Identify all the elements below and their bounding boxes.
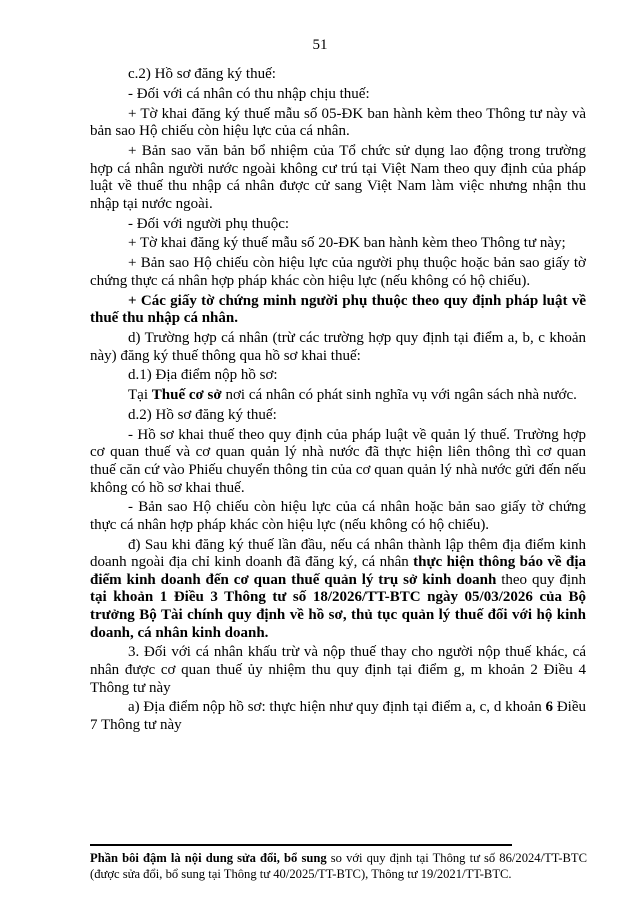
paragraph bbox=[90, 537, 586, 643]
paragraph bbox=[90, 66, 586, 84]
text-run: - Đối với người phụ thuộc: bbox=[128, 215, 290, 232]
text-run: + Bản sao văn bản bổ nhiệm của Tổ chức sử dụng lao động trong trường hợp cá nhân người nước ngoài không cư trú tại Việt Nam theo quy định của pháp luật về thuế thu nhập cá nhân được cử sang Việt Nam làm việc nhưng nhận thu nhập tại nước ngoài. bbox=[90, 143, 586, 212]
paragraph bbox=[90, 293, 586, 328]
text-run: 3. Đối với cá nhân khấu trừ và nộp thuế thay cho người nộp thuế khác, cá nhân được cơ quan thuế ủy nhiệm thu quy định tại điểm g, m khoản 2 Điều 4 Thông tư này bbox=[90, 644, 586, 696]
text-run: - Hồ sơ khai thuế theo quy định của pháp luật về quản lý thuế. Trường hợp cơ quan thuế và cơ quan quản lý nhà nước đã thực hiện liên thông thì cơ quan thuế căn cứ vào Phiếu chuyển thông tin của cơ quan quản lý nhà nước gửi đến nếu không có hồ sơ khai thuế. bbox=[90, 426, 586, 496]
text-run: so với quy định tại Thông tư số 86/2024/TT-BTC (được sửa đổi, bổ sung tại Thông tư 40/2025/TT-BTC), Thông tư 19/2021/TT-BTC. bbox=[90, 851, 587, 881]
paragraph bbox=[90, 699, 586, 734]
footnote-separator-rule bbox=[90, 844, 512, 846]
text-run: + Tờ khai đăng ký thuế mẫu số 05-ĐK ban hành kèm theo Thông tư này và bản sao Hộ chiếu còn hiệu lực của cá nhân. bbox=[90, 105, 586, 140]
text-run: - Bản sao Hộ chiếu còn hiệu lực của cá nhân hoặc bản sao giấy tờ chứng thực cá nhân hợp pháp khác còn hiệu lực (nếu không có hộ chiếu). bbox=[90, 499, 586, 533]
paragraph bbox=[90, 330, 586, 365]
paragraph bbox=[90, 427, 586, 497]
text-run: Điều 7 Thông tư này bbox=[90, 699, 586, 733]
text-run: Tại bbox=[128, 387, 152, 404]
paragraph bbox=[90, 255, 586, 290]
text-run: d.2) Hồ sơ đăng ký thuế: bbox=[128, 406, 277, 423]
paragraph bbox=[90, 235, 586, 253]
text-run: - Đối với cá nhân có thu nhập chịu thuế: bbox=[128, 85, 370, 102]
paragraph bbox=[90, 407, 586, 425]
text-run: + Bản sao Hộ chiếu còn hiệu lực của người phụ thuộc hoặc bản sao giấy tờ chứng thực cá nhân hợp pháp khác còn hiệu lực (nếu không có hộ chiếu). bbox=[90, 255, 586, 289]
paragraph bbox=[90, 387, 586, 405]
bold-text-run: thực hiện thông báo về địa điểm kinh doanh đến cơ quan thuế quản lý trụ sở kinh doanh bbox=[90, 554, 586, 588]
paragraph bbox=[90, 86, 586, 104]
footnote-area bbox=[90, 844, 587, 882]
text-run: d) Trường hợp cá nhân (trừ các trường hợp quy định tại điểm a, b, c khoản này) đăng ký thuế thông qua hồ sơ khai thuế: bbox=[90, 330, 586, 364]
document-body bbox=[90, 64, 586, 737]
bold-text-run: tại khoản 1 Điều 3 Thông tư số 18/2026/TT-BTC ngày 05/03/2026 của Bộ trưởng Bộ Tài chính quy định về hồ sơ, thủ tục quản lý thuế đối với hộ kinh doanh, cá nhân kinh doanh. bbox=[90, 589, 586, 641]
page-number: 51 bbox=[312, 37, 328, 53]
paragraph bbox=[90, 367, 586, 385]
bold-text-run: + Các giấy tờ chứng minh người phụ thuộc theo quy định pháp luật về thuế thu nhập cá nhân. bbox=[90, 292, 586, 327]
paragraph bbox=[90, 499, 586, 534]
paragraph bbox=[90, 216, 586, 234]
text-run: d.1) Địa điểm nộp hồ sơ: bbox=[128, 367, 278, 384]
paragraph bbox=[90, 143, 586, 213]
bold-text-run: Phần bôi đậm là nội dung sửa đổi, bổ sung bbox=[90, 851, 327, 865]
text-run: theo quy định bbox=[496, 571, 586, 588]
text-run: c.2) Hồ sơ đăng ký thuế: bbox=[128, 66, 276, 83]
text-run: đ) Sau khi đăng ký thuế lần đầu, nếu cá nhân thành lập thêm địa điểm kinh doanh ngoài địa chỉ kinh doanh đã đăng ký, cá nhân bbox=[90, 536, 586, 571]
text-run: nơi cá nhân có phát sinh nghĩa vụ với ngân sách nhà nước. bbox=[221, 387, 577, 404]
paragraph bbox=[90, 106, 586, 141]
bold-text-run: Thuế cơ sở bbox=[151, 387, 222, 404]
text-run: + Tờ khai đăng ký thuế mẫu số 20-ĐK ban hành kèm theo Thông tư này; bbox=[128, 235, 566, 252]
bold-text-run: 6 bbox=[545, 699, 554, 716]
paragraph bbox=[90, 644, 586, 697]
text-run: a) Địa điểm nộp hồ sơ: thực hiện như quy định tại điểm a, c, d khoản bbox=[128, 699, 546, 716]
footnote-text bbox=[90, 850, 587, 882]
